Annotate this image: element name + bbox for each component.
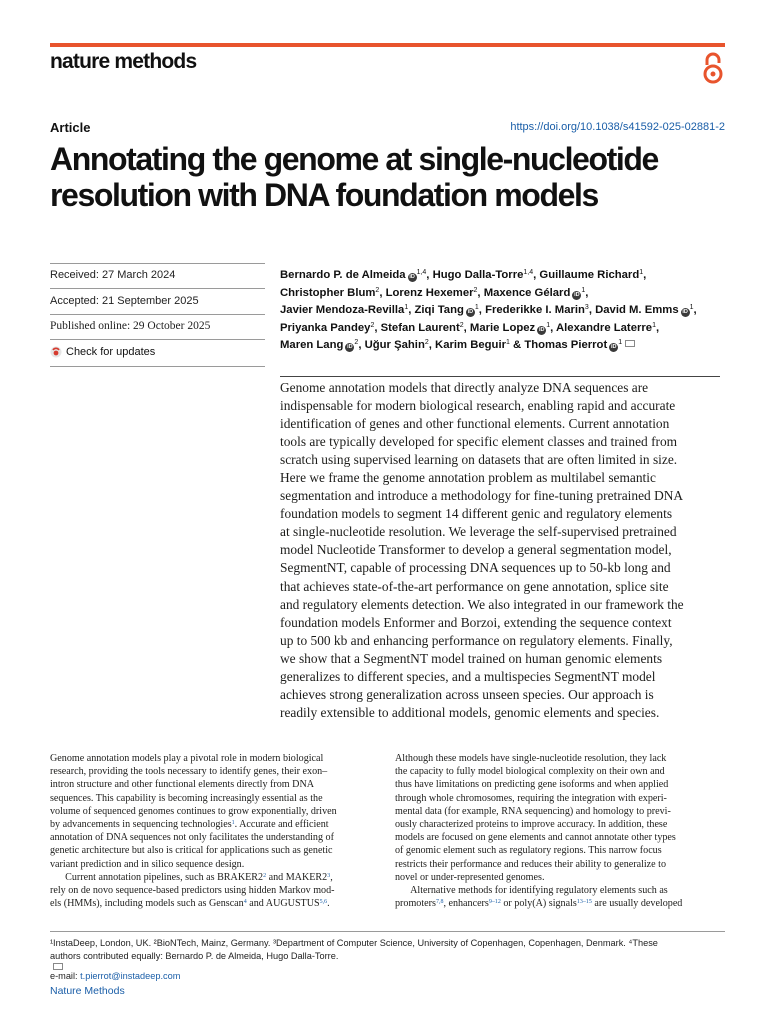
author-affiliation: 1,4 <box>416 269 427 276</box>
accepted-date: Accepted: 21 September 2025 <box>50 295 199 307</box>
author-name[interactable]: Priyanka Pandey$^2$, <box>280 321 378 334</box>
orcid-icon[interactable]: iD <box>467 309 474 315</box>
article-type-label: Article <box>50 120 91 135</box>
author-name[interactable]: Thomas Pierrot $iD^1$ <box>524 339 635 351</box>
orcid-icon[interactable]: iD <box>409 274 415 280</box>
citation-reference[interactable]: 1 <box>231 820 235 827</box>
author-name[interactable]: Karim Beguir$^1$ & <box>435 339 522 351</box>
author-name[interactable]: Uğur Şahin$^2$, <box>364 339 432 351</box>
author-name[interactable]: Alexandre Laterre$^1$, <box>555 321 660 334</box>
open-access-icon <box>701 52 725 86</box>
author-name[interactable]: Maxence Gélard $iD^1$, <box>483 286 589 299</box>
author-affiliation: 1 <box>618 339 623 346</box>
abstract-line: achieves strong generalization across unseen species. Our approach is <box>280 686 654 702</box>
body-line: research, providing the tools necessary to identify genes, their exon– <box>50 766 328 778</box>
email-icon[interactable] <box>625 340 635 347</box>
affiliations-footnote <box>50 937 730 983</box>
abstract-line: and regulatory elements detection. We also integrated in our framework the <box>280 596 684 612</box>
body-line: els (HMMs), including models such as Genscan$^4$ and AUGUSTUS$^{5,6}$. <box>50 898 330 910</box>
author-name[interactable]: Hugo Dalla-Torre$^{1,4}$, <box>432 269 537 281</box>
body-line: models are focused on gene elements and cannot annotate other types <box>395 832 676 844</box>
body-line: rely on de novo sequence-based predictors using hidden Markov mod- <box>50 885 335 897</box>
abstract-line: tools are typically developed for specific element classes and trained from <box>280 434 678 450</box>
article-title <box>50 141 740 213</box>
body-line: intron structure and other functional elements directly from DNA <box>50 779 315 791</box>
orcid-icon[interactable]: iD <box>682 309 688 315</box>
author-name[interactable]: David M. Emms $iD^1$, <box>595 304 697 316</box>
citation-reference[interactable]: 9–12 <box>488 899 501 906</box>
abstract-line: model Nucleotide Transformer to develop a general segmentation model, <box>280 542 672 558</box>
citation-reference[interactable]: 3 <box>327 872 331 879</box>
author-affiliation: 1 <box>689 304 694 311</box>
abstract-line: readily extensible to additional models, genomic elements and species. <box>280 704 660 720</box>
author-affiliation: 2 <box>473 286 478 294</box>
author-name[interactable]: Lorenz Hexemer$^2$, <box>385 286 481 299</box>
abstract-line: scratch using supervised learning on datasets that are often limited in size. <box>280 452 678 468</box>
body-column-right <box>395 752 725 910</box>
body-line: variant prediction and in silico sequence design. <box>50 858 245 870</box>
email-link[interactable]: t.pierrot@instadeep.com <box>80 971 181 981</box>
abstract-line: SegmentNT, capable of processing DNA sequences up to 50-kb long and <box>280 560 671 576</box>
author-affiliation: 2 <box>375 286 380 294</box>
body-line: Current annotation pipelines, such as $BRAKER2^2$ and $MAKER2^3$, <box>50 871 333 883</box>
body-line: Although these models have single-nucleotide resolution, they lack <box>395 753 667 764</box>
author-affiliation: 2 <box>424 339 429 346</box>
abstract-line: that achieves state-of-the-art performance on gene annotation, splice site <box>280 578 669 594</box>
published-date: Published online: 29 October 2025 <box>50 320 211 332</box>
check-for-updates-label: Check for updates <box>66 346 156 358</box>
body-line: mental data (for example, RNA sequencing) and homology to previ- <box>395 805 671 817</box>
meta-divider <box>50 314 265 315</box>
abstract-line: Here we frame the genome annotation problem as multilabel semantic <box>280 470 656 486</box>
body-line: ously characterized proteins to improve accuracy. In addition, these <box>395 819 668 831</box>
body-line: of genomic element such as regulatory regions. This narrow focus <box>395 845 662 857</box>
author-name[interactable]: Guillaume Richard$^1$, <box>539 269 647 281</box>
body-line: by advancements in sequencing technologies$^1$. Accurate and efficient <box>50 819 329 831</box>
check-for-updates-icon <box>50 346 62 358</box>
author-list <box>280 267 720 355</box>
abstract-line: segmentation and introduce a methodology for fine-tuning pretrained DNA <box>280 488 684 504</box>
author-name[interactable]: Christopher Blum$^2$, <box>280 286 383 299</box>
author-name[interactable]: Marie Lopez $iD^1$, <box>469 321 554 334</box>
abstract-line: Genome annotation models that directly analyze DNA sequences are <box>280 380 649 395</box>
meta-divider <box>50 288 265 289</box>
abstract <box>280 379 720 722</box>
meta-divider <box>50 263 265 264</box>
body-line: volume of sequenced genomes continues to grow exponentially, driven <box>50 805 337 817</box>
abstract-line: indispensable for modern biological research, enabling rapid and accurate <box>280 398 676 414</box>
footer-journal-name[interactable]: Nature Methods <box>50 985 125 997</box>
received-date: Received: 27 March 2024 <box>50 269 176 281</box>
citation-reference[interactable]: 4 <box>243 899 247 906</box>
check-for-updates-button[interactable] <box>50 346 155 358</box>
footnote-rule <box>50 931 725 932</box>
body-line: promoters$^{7,8}$, enhancers$^{9-12}$ or poly(A) signals$^{13-15}$ are usually developed <box>395 898 683 910</box>
author-affiliation: 1 <box>546 321 551 329</box>
abstract-line: foundation models Enformer and Borzoi, extending the sequence context <box>280 614 672 630</box>
citation-reference[interactable]: 2 <box>263 872 267 879</box>
citation-reference[interactable]: 7,8 <box>435 899 444 906</box>
author-affiliation: 1 <box>505 339 510 346</box>
author-affiliation: 1 <box>404 304 409 311</box>
body-line: restricts their performance and reduces their ability to generalize to <box>395 858 667 870</box>
author-affiliation: 3 <box>584 304 589 311</box>
footnote-line: ¹InstaDeep, London, UK. ²BioNTech, Mainz, Germany. ³Department of Computer Science, University of Copenhagen, Copenhagen, Denmark. ⁴These <box>50 938 658 948</box>
body-line: the capacity to fully model biological complexity on their own and <box>395 766 665 778</box>
author-affiliation: 1 <box>474 304 479 311</box>
footnote-text: authors contributed equally: Bernardo P. de Almeida, Hugo Dalla-Torre. <box>50 951 339 961</box>
orcid-icon[interactable]: iD <box>538 326 545 333</box>
author-affiliation: 2 <box>370 321 375 329</box>
title-line: resolution with DNA foundation models <box>50 177 598 213</box>
author-affiliation: 1 <box>581 286 586 294</box>
abstract-line: identification of genes and other functional elements. Current annotation <box>280 416 670 432</box>
citation-reference[interactable]: 13–15 <box>576 899 592 906</box>
email-icon <box>53 963 63 970</box>
body-line: novel or under-represented genomes. <box>395 871 545 883</box>
body-line: thus have limitations on predicting gene isoforms and when applied <box>395 779 669 791</box>
citation-reference[interactable]: 5,6 <box>319 899 328 906</box>
abstract-line: up to 500 kb and enhancing performance on regulatory elements. Finally, <box>280 632 673 648</box>
abstract-line: generalizes to different species, and a multispecies SegmentNT model <box>280 668 656 684</box>
body-line: annotation of DNA sequences not only facilitates the understanding of <box>50 832 334 844</box>
abstract-line: at single-nucleotide resolution. We leverage the self-supervised pretrained <box>280 524 677 540</box>
orcid-icon[interactable]: iD <box>347 344 353 350</box>
author-name[interactable]: Javier Mendoza-Revilla$^1$, <box>280 304 412 316</box>
journal-name[interactable]: nature methods <box>50 50 197 73</box>
body-line: genetic architecture but also is critical for applications such as genetic <box>50 845 333 857</box>
journal-header-bar <box>50 43 725 47</box>
author-affiliation: 1 <box>652 321 656 329</box>
email-label: e-mail: <box>50 971 81 981</box>
meta-divider <box>50 366 265 367</box>
body-line: Alternative methods for identifying regulatory elements such as <box>395 885 668 897</box>
orcid-icon[interactable]: iD <box>574 291 580 298</box>
doi-link[interactable]: https://doi.org/10.1038/s41592-025-02881-2 <box>510 121 725 133</box>
orcid-icon[interactable]: iD <box>610 344 617 350</box>
author-name[interactable]: Frederikke I. Marin$^3$, <box>485 304 592 316</box>
author-affiliation: 2 <box>354 339 359 346</box>
meta-divider <box>50 339 265 340</box>
footnote-line <box>50 950 730 983</box>
author-affiliation: 2 <box>459 321 464 329</box>
title-line: Annotating the genome at single-nucleotide <box>50 141 658 177</box>
body-line: through whole chromosomes, requiring the integration with experi- <box>395 792 667 804</box>
author-name[interactable]: Maren Lang $iD^2$, <box>280 339 362 351</box>
body-line: sequences. This capability is becoming increasingly essential as the <box>50 792 323 804</box>
author-name[interactable]: Bernardo P. de Almeida iD$^{1,4}$, <box>280 269 430 281</box>
abstract-rule <box>280 376 720 377</box>
author-affiliation: 1,4 <box>523 269 534 276</box>
abstract-line: we show that a SegmentNT model trained on human genomic elements <box>280 650 663 666</box>
abstract-line: foundation models to segment 14 different genic and regulatory elements <box>280 506 673 522</box>
author-affiliation: 1 <box>639 269 644 276</box>
body-line: Genome annotation models play a pivotal role in modern biological <box>50 753 324 764</box>
author-name[interactable]: Stefan Laurent$^2$, <box>380 321 467 334</box>
body-column-left <box>50 752 380 910</box>
author-name[interactable]: Ziqi Tang $iD^1$, <box>414 304 482 316</box>
